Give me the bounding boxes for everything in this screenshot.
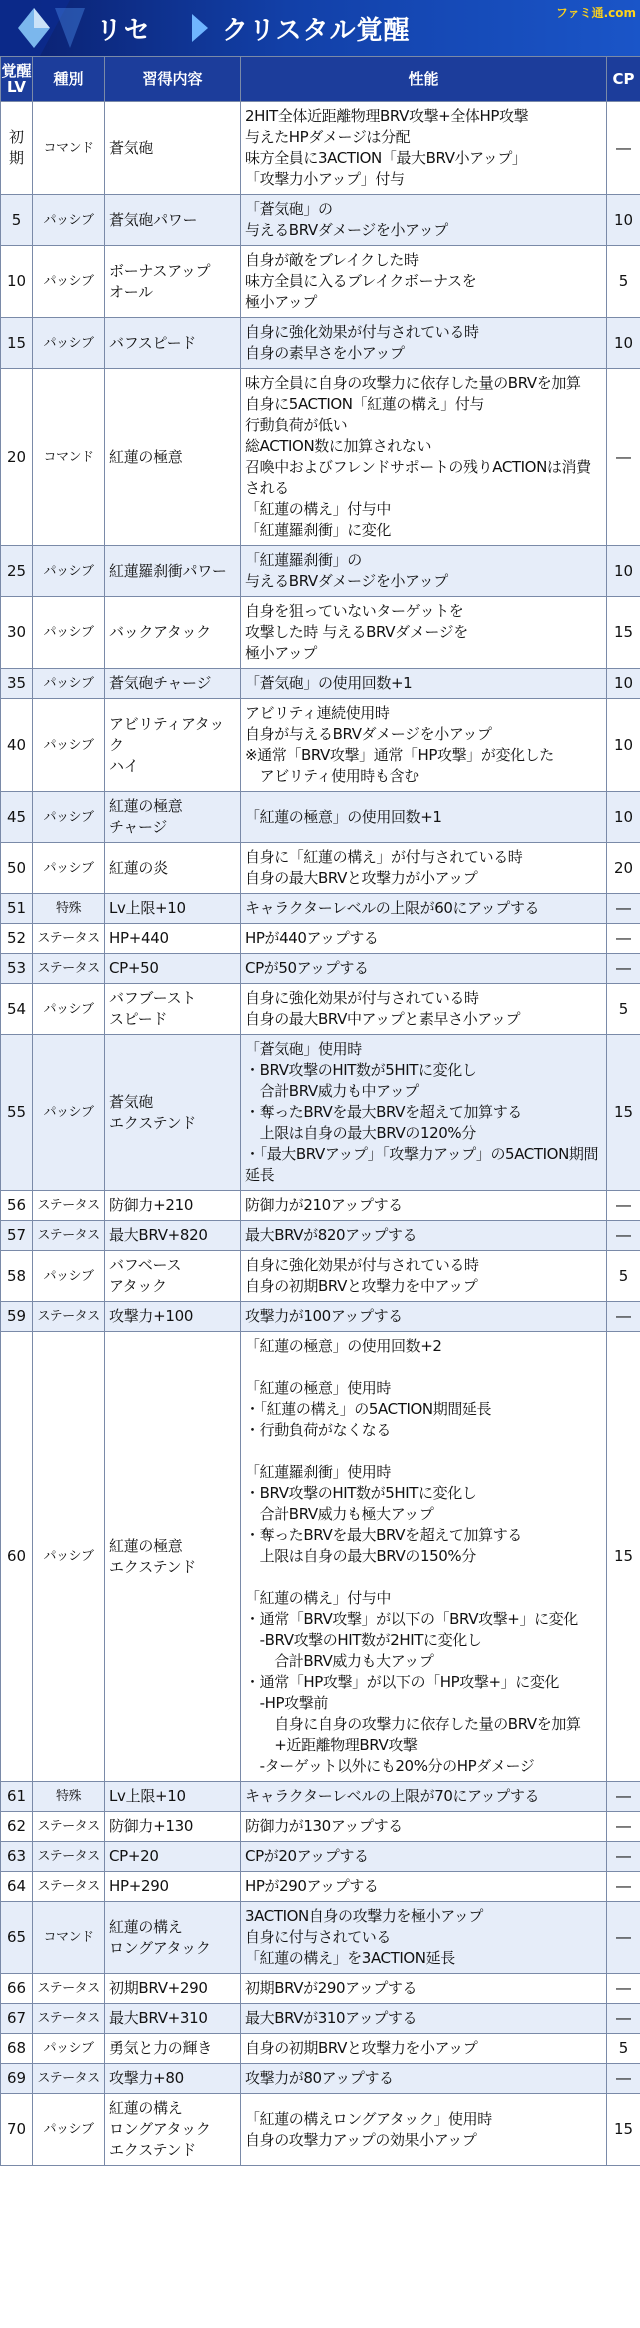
cell-type: パッシブ (33, 792, 105, 843)
cell-lv: 66 (1, 1974, 33, 2004)
cell-perf: 最大BRVが820アップする (241, 1221, 607, 1251)
cell-type: ステータス (33, 1842, 105, 1872)
cell-name: バフベース アタック (105, 1251, 241, 1302)
cell-cp: 10 (607, 318, 640, 369)
cell-name: バックアタック (105, 597, 241, 669)
cell-perf: 防御力が210アップする (241, 1191, 607, 1221)
cell-type: パッシブ (33, 669, 105, 699)
cell-name: Lv上限+10 (105, 894, 241, 924)
cell-perf: 味方全員に自身の攻撃力に依存した量のBRVを加算 自身に5ACTION「紅蓮の構え」付与 行動負荷が低い 総ACTION数に加算されない 召喚中およびフレンドサポートの残りACTIONは消費される 「紅蓮の構え」付与中 「紅蓮羅刹衝」に変化 (241, 369, 607, 546)
table-row (1, 1332, 640, 1782)
cell-type: パッシブ (33, 984, 105, 1035)
table-row (1, 1035, 640, 1191)
cell-lv: 60 (1, 1332, 33, 1782)
col-header-name: 習得内容 (105, 57, 241, 102)
cell-cp: ― (607, 1842, 640, 1872)
cell-lv: 51 (1, 894, 33, 924)
cell-type: ステータス (33, 954, 105, 984)
cell-cp: 5 (607, 984, 640, 1035)
cell-perf: 「紅蓮の極意」の使用回数+1 (241, 792, 607, 843)
cell-lv: 5 (1, 195, 33, 246)
table-row (1, 102, 640, 195)
cell-type: パッシブ (33, 1332, 105, 1782)
cell-perf: 「蒼気砲」の使用回数+1 (241, 669, 607, 699)
cell-perf: 3ACTION自身の攻撃力を極小アップ 自身に付与されている 「紅蓮の構え」を3ACTION延長 (241, 1902, 607, 1974)
table-row (1, 1812, 640, 1842)
col-header-cp: CP (607, 57, 640, 102)
cell-lv: 54 (1, 984, 33, 1035)
cell-cp: ― (607, 2064, 640, 2094)
cell-cp: ― (607, 369, 640, 546)
cell-type: ステータス (33, 1302, 105, 1332)
cell-lv: 25 (1, 546, 33, 597)
cell-lv: 69 (1, 2064, 33, 2094)
cell-type: パッシブ (33, 2094, 105, 2166)
cell-perf: 防御力が130アップする (241, 1812, 607, 1842)
cell-type: パッシブ (33, 843, 105, 894)
cell-perf: 攻撃力が80アップする (241, 2064, 607, 2094)
cell-type: ステータス (33, 924, 105, 954)
cell-lv: 67 (1, 2004, 33, 2034)
cell-type: ステータス (33, 2064, 105, 2094)
cell-lv: 30 (1, 597, 33, 669)
cell-cp: 5 (607, 246, 640, 318)
cell-name: ボーナスアップ オール (105, 246, 241, 318)
cell-perf: HPが290アップする (241, 1872, 607, 1902)
cell-name: 蒼気砲 (105, 102, 241, 195)
cell-cp: ― (607, 1872, 640, 1902)
cell-perf: 自身が敵をブレイクした時 味方全員に入るブレイクボーナスを 極小アップ (241, 246, 607, 318)
cell-name: 紅蓮の炎 (105, 843, 241, 894)
page-title: クリスタル覚醒 (222, 16, 411, 46)
table-head (1, 57, 640, 102)
cell-name: 最大BRV+310 (105, 2004, 241, 2034)
cell-name: 蒼気砲チャージ (105, 669, 241, 699)
cell-name: 紅蓮の構え ロングアタック エクステンド (105, 2094, 241, 2166)
table-row (1, 1974, 640, 2004)
col-header-perf: 性能 (241, 57, 607, 102)
cell-type: パッシブ (33, 546, 105, 597)
col-header-lv (1, 57, 33, 102)
header-row (1, 57, 640, 102)
brand-logo: ファミ通.com (555, 6, 636, 20)
cell-lv: 57 (1, 1221, 33, 1251)
cell-cp: 10 (607, 546, 640, 597)
cell-type: 特殊 (33, 894, 105, 924)
cell-perf: 自身を狙っていないターゲットを 攻撃した時 与えるBRVダメージを 極小アップ (241, 597, 607, 669)
cell-name: 紅蓮羅刹衝パワー (105, 546, 241, 597)
cell-perf: 「紅蓮の極意」の使用回数+2 「紅蓮の極意」使用時 ・「紅蓮の構え」の5ACTION期間延長 ・行動負荷がなくなる 「紅蓮羅刹衝」使用時 ・BRV攻撃のHIT数が5HITに変化し 合計BRV威力も極大アップ ・奪ったBRVを最大BRVを超えて加算する 上限は自身の最大BRVの150%分 「紅蓮の構え」付与中 ・通常「BRV攻撃」が以下の「BRV攻撃+」に変化 -BRV攻撃のHIT数が2HITに変化し 合計BRV威力も大アップ ・通常「HP攻撃」が以下の「HP攻撃+」に変化 -HP攻撃前 自身に自身の攻撃力に依存した量のBRVを加算 +近距離物理BRV攻撃 -ターゲット以外にも20%分のHPダメージ (241, 1332, 607, 1782)
cell-name: 紅蓮の極意 (105, 369, 241, 546)
table-row (1, 699, 640, 792)
table-row (1, 369, 640, 546)
table-row (1, 2094, 640, 2166)
table-row (1, 984, 640, 1035)
cell-perf: CPが50アップする (241, 954, 607, 984)
cell-cp: ― (607, 1782, 640, 1812)
cell-type: パッシブ (33, 195, 105, 246)
cell-name: 防御力+210 (105, 1191, 241, 1221)
cell-perf: 自身に強化効果が付与されている時 自身の最大BRV中アップと素早さ小アップ (241, 984, 607, 1035)
cell-lv: 62 (1, 1812, 33, 1842)
cell-lv: 50 (1, 843, 33, 894)
cell-lv: 15 (1, 318, 33, 369)
cell-name: 攻撃力+100 (105, 1302, 241, 1332)
cell-cp: ― (607, 924, 640, 954)
table-body (1, 102, 640, 2166)
cell-perf: 2HIT全体近距離物理BRV攻撃+全体HP攻撃 与えたHPダメージは分配 味方全員に3ACTION「最大BRV小アップ」 「攻撃力小アップ」付与 (241, 102, 607, 195)
cell-name: CP+50 (105, 954, 241, 984)
table-row (1, 2034, 640, 2064)
table-row (1, 195, 640, 246)
cell-lv: 45 (1, 792, 33, 843)
cell-cp: ― (607, 1191, 640, 1221)
cell-lv: 初期 (1, 102, 33, 195)
table-row (1, 318, 640, 369)
cell-perf: 「紅蓮の構えロングアタック」使用時 自身の攻撃力アップの効果小アップ (241, 2094, 607, 2166)
table-row (1, 2004, 640, 2034)
cell-name: 攻撃力+80 (105, 2064, 241, 2094)
cell-perf: 「蒼気砲」の 与えるBRVダメージを小アップ (241, 195, 607, 246)
cell-name: バフスピード (105, 318, 241, 369)
cell-type: 特殊 (33, 1782, 105, 1812)
awakening-table (0, 56, 640, 2166)
cell-cp: 15 (607, 2094, 640, 2166)
cell-type: ステータス (33, 1974, 105, 2004)
table-row (1, 1782, 640, 1812)
table-row (1, 1221, 640, 1251)
cell-perf: 自身に「紅蓮の構え」が付与されている時 自身の最大BRVと攻撃力が小アップ (241, 843, 607, 894)
cell-lv: 52 (1, 924, 33, 954)
cell-type: コマンド (33, 102, 105, 195)
cell-perf: キャラクターレベルの上限が60にアップする (241, 894, 607, 924)
cell-lv: 55 (1, 1035, 33, 1191)
table-row (1, 843, 640, 894)
cell-lv: 10 (1, 246, 33, 318)
cell-name: 防御力+130 (105, 1812, 241, 1842)
cell-cp: 15 (607, 1332, 640, 1782)
table-row (1, 1302, 640, 1332)
character-name: リセ (96, 16, 152, 46)
cell-type: ステータス (33, 1221, 105, 1251)
cell-cp: ― (607, 2004, 640, 2034)
table-row (1, 1191, 640, 1221)
table-row (1, 894, 640, 924)
cell-perf: 「紅蓮羅刹衝」の 与えるBRVダメージを小アップ (241, 546, 607, 597)
cell-cp: 15 (607, 1035, 640, 1191)
cell-cp: 10 (607, 195, 640, 246)
cell-name: 初期BRV+290 (105, 1974, 241, 2004)
cell-cp: ― (607, 954, 640, 984)
cell-cp: ― (607, 1221, 640, 1251)
cell-perf: 最大BRVが310アップする (241, 2004, 607, 2034)
cell-type: パッシブ (33, 699, 105, 792)
cell-lv: 59 (1, 1302, 33, 1332)
col-header-type: 種別 (33, 57, 105, 102)
cell-lv: 56 (1, 1191, 33, 1221)
cell-perf: アビリティ連続使用時 自身が与えるBRVダメージを小アップ ※通常「BRV攻撃」通常「HP攻撃」が変化した アビリティ使用時も含む (241, 699, 607, 792)
cell-name: 紅蓮の構え ロングアタック (105, 1902, 241, 1974)
cell-cp: 10 (607, 699, 640, 792)
cell-cp: 5 (607, 1251, 640, 1302)
cell-lv: 53 (1, 954, 33, 984)
cell-type: パッシブ (33, 318, 105, 369)
cell-lv: 70 (1, 2094, 33, 2166)
cell-lv: 58 (1, 1251, 33, 1302)
table-row (1, 246, 640, 318)
cell-type: ステータス (33, 2004, 105, 2034)
cell-type: パッシブ (33, 2034, 105, 2064)
cell-cp: 20 (607, 843, 640, 894)
cell-cp: ― (607, 894, 640, 924)
cell-lv: 35 (1, 669, 33, 699)
cell-lv: 40 (1, 699, 33, 792)
cell-name: 紅蓮の極意 チャージ (105, 792, 241, 843)
cell-type: パッシブ (33, 597, 105, 669)
cell-name: 蒼気砲 エクステンド (105, 1035, 241, 1191)
col-header-lv-label: 覚醒 LV (1, 62, 32, 96)
cell-cp: 10 (607, 792, 640, 843)
cell-perf: 自身に強化効果が付与されている時 自身の初期BRVと攻撃力を中アップ (241, 1251, 607, 1302)
table-row (1, 546, 640, 597)
cell-type: ステータス (33, 1812, 105, 1842)
cell-name: バフブースト スピード (105, 984, 241, 1035)
cell-name: 勇気と力の輝き (105, 2034, 241, 2064)
cell-cp: ― (607, 102, 640, 195)
table-row (1, 669, 640, 699)
cell-name: Lv上限+10 (105, 1782, 241, 1812)
table-row (1, 1842, 640, 1872)
cell-name: CP+20 (105, 1842, 241, 1872)
cell-cp: 5 (607, 2034, 640, 2064)
cell-name: 蒼気砲パワー (105, 195, 241, 246)
cell-lv: 64 (1, 1872, 33, 1902)
table-row (1, 1251, 640, 1302)
cell-type: コマンド (33, 369, 105, 546)
cell-perf: 自身の初期BRVと攻撃力を小アップ (241, 2034, 607, 2064)
cell-lv: 20 (1, 369, 33, 546)
cell-perf: 初期BRVが290アップする (241, 1974, 607, 2004)
cell-name: アビリティアタック ハイ (105, 699, 241, 792)
cell-type: パッシブ (33, 1035, 105, 1191)
cell-type: パッシブ (33, 246, 105, 318)
cell-perf: キャラクターレベルの上限が70にアップする (241, 1782, 607, 1812)
cell-name: HP+440 (105, 924, 241, 954)
table-row (1, 924, 640, 954)
cell-name: HP+290 (105, 1872, 241, 1902)
cell-cp: ― (607, 1902, 640, 1974)
cell-cp: 15 (607, 597, 640, 669)
cell-cp: ― (607, 1302, 640, 1332)
cell-type: ステータス (33, 1191, 105, 1221)
table-row (1, 1872, 640, 1902)
header-banner (0, 0, 640, 56)
table-row (1, 954, 640, 984)
table-row (1, 792, 640, 843)
cell-lv: 68 (1, 2034, 33, 2064)
cell-lv: 61 (1, 1782, 33, 1812)
cell-type: パッシブ (33, 1251, 105, 1302)
table-row (1, 2064, 640, 2094)
cell-cp: 10 (607, 669, 640, 699)
cell-perf: HPが440アップする (241, 924, 607, 954)
cell-name: 最大BRV+820 (105, 1221, 241, 1251)
chevron-right-icon (192, 14, 208, 42)
cell-type: コマンド (33, 1902, 105, 1974)
cell-lv: 65 (1, 1902, 33, 1974)
cell-name: 紅蓮の極意 エクステンド (105, 1332, 241, 1782)
cell-perf: CPが20アップする (241, 1842, 607, 1872)
cell-perf: 攻撃力が100アップする (241, 1302, 607, 1332)
cell-perf: 自身に強化効果が付与されている時 自身の素早さを小アップ (241, 318, 607, 369)
cell-type: ステータス (33, 1872, 105, 1902)
cell-perf: 「蒼気砲」使用時 ・BRV攻撃のHIT数が5HITに変化し 合計BRV威力も中アップ ・奪ったBRVを最大BRVを超えて加算する 上限は自身の最大BRVの120%分 ・「最大BRVアップ」「攻撃力アップ」の5ACTION期間延長 (241, 1035, 607, 1191)
cell-lv: 63 (1, 1842, 33, 1872)
cell-cp: ― (607, 1812, 640, 1842)
cell-cp: ― (607, 1974, 640, 2004)
table-row (1, 1902, 640, 1974)
table-row (1, 597, 640, 669)
